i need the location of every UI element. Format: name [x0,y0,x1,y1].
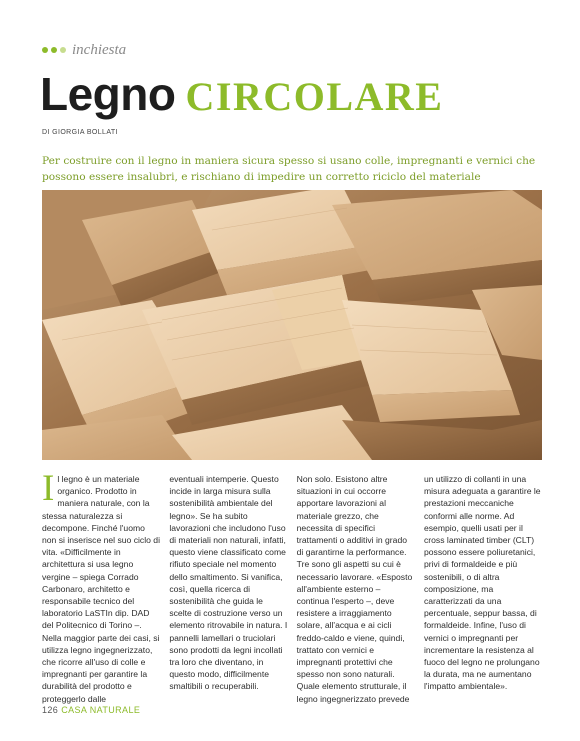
drop-cap: I [42,468,55,509]
title-part-1: Legno [40,68,176,120]
body-paragraph: un utilizzo di collanti in una misura adeguata a garantire le prestazioni meccaniche conformi alle norme. Ad esempio, quelli usati per il cross laminated timber (CLT) possono essere poliuretanici, privi di formaldeide e più sostenibili, o di altra composizione, ma caratterizzati da una percentuale, seppur bassa, di formaldeide. Infine, l'uso di vernici o impregnanti per incrementare la resistenza al fuoco del legno ne prolungano la durata, ma ne aumentano l'impatto ambientale». [423,474,541,692]
body-column-4 [424,473,542,713]
section-dots [42,47,66,53]
section-header [42,41,126,59]
section-dot [51,47,57,53]
article-title [40,68,443,120]
lead-paragraph: Per costruire con il legno in maniera sicura spesso si usano colle, impregnanti e vernici che possono essere insalubri, e rischiano di impedire un corretto riciclo del materiale [42,155,536,183]
page-number: 126 [42,705,59,715]
body-paragraph: Non solo. Esistono altre situazioni in cui occorre apportare lavorazioni al materiale grezzo, che necessita di specifici trattamenti o additivi in grado di garantirne la performance. Tre sono gli aspetti su cui è necessario lavorare. «Esposto all'ambiente esterno – continua l'esperto –, deve resistere a irraggiamento solare, all'acqua e ai cicli freddo-caldo e viene, quindi, trattato con vernici e impregnanti protettivi che spesso non sono naturali. Quale elemento strutturale, il legno ingegnerizzato prevede [296,474,413,704]
section-label: inchiesta [72,41,127,58]
body-column-3 [297,473,415,713]
byline: DI GIORGIA BOLLATI [42,129,118,136]
body-paragraph: eventuali intemperie. Questo incide in larga misura sulla sostenibilità ambientale del legno». Se ha subito lavorazioni che includono l'uso di materiali non naturali, infatti, questo viene classificato come rifiuto speciale nel momento dello smaltimento. Si vanifica, così, quella ricerca di sostenibilità che guida le scelte di costruzione verso un elemento ritrovabile in natura. I pannelli lamellari o truciolari sono prodotti da legni incollati tra loro che diventano, in questo modo, difficilmente smaltibili o recuperabili. [169,474,288,692]
title-part-2: CIRCOLARE [185,74,444,119]
wood-blocks-illustration [42,190,542,460]
hero-photo-wood-blocks [42,190,542,460]
section-dot [42,47,48,53]
body-paragraph: l legno è un materiale organico. Prodotto in maniera naturale, con la stessa naturalezza si decompone. Finché l'uomo non si inserisce nel suo ciclo di vita. «Difficilmente in architettura si usa legno vergine – spiega Corrado Carbonaro, architetto e responsabile tecnico del laboratorio LaSTIn dip. DAD del Politecnico di Torino –. Nella maggior parte dei casi, si utilizza legno ingegnerizzato, che ricorre all'uso di colle e impregnanti per garantire la durabilità del prodotto e proteggerlo dalle [42,474,160,704]
body-column-2 [169,473,287,713]
page-footer [42,705,140,715]
article-body [42,468,542,713]
body-column-1 [42,468,160,713]
section-dot [60,47,66,53]
magazine-name: CASA NATURALE [61,705,141,715]
